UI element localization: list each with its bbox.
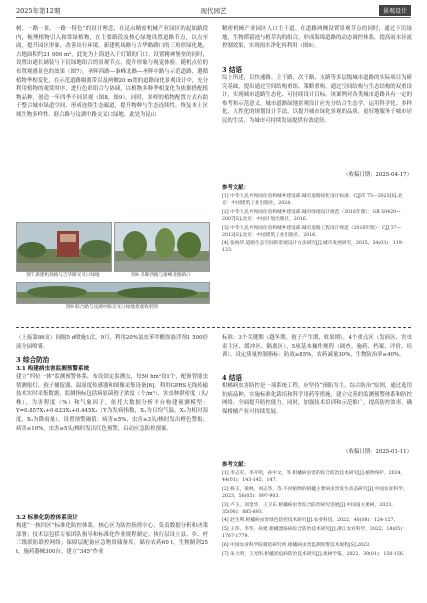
section-tag: 景观设计 (379, 5, 411, 16)
reference-item: [4] 赵生利.柑橘病虫害绿色防控技术研究[J].农业科技，2022，40(08)：124-127. (222, 518, 395, 524)
section-3-1-title: 3.1 构建病虫害监测预警系统 (16, 366, 90, 372)
section-3-1-body: 建立“四位一体”监测预警体系，布设固定监测点，每50 hm²设1个，配备智能虫情测报灯、孢子捕捉器、温湿度传感器和图像采集设备[6]。利用GPRS无线传输技术实时采集数据，监测指标包括病原菌孢子浓度（个/m³）、害虫种群密度（头/株）、为害程度（%）和气象因子。依托大数据分析平台构建预测模型：Y=0.857X₁+0.623X₂+0.445X₃（Y为发病指数，X₁为日均气温，X₂为相对湿度，X₃为降雨量）。设置预警阈值：病害≥5%，虫害≥3头/株时发出橙色警报；病害≥10%，虫害≥5头/株时发出红色预警，启动应急防控预案。 (16, 374, 208, 432)
section-3-body: 综上所述，以快速路、主干路、次干路、支路等多层级城市道路的实际项目为研究基础，提出通过空间结构重组、策略重构，通过空间结构与生态结构的双重设计，实现城市道路生态化、可持续设计目标。该案例对各类城市道路具有一定的参考和示范意义，城市道路绿地景观设计应充分结合生态学，运用科学化、多样化、人性化的规划设计手法，以提升城市绿化景观的品质，更好地服务于城市居民的生活，为城市可持续发展提供有效途径。 (222, 75, 412, 124)
section-4-title: 4 结语 (222, 374, 243, 382)
journal-issue: 2025年第12期 (16, 7, 61, 15)
section-3-title: 3 结语 (222, 66, 243, 74)
reference-list-2 (222, 470, 412, 598)
reference-item: [2] 中华人民共和国住房和城乡建设部.城市绿地设计规范（2016年版）：GB 50420—2007[S].北京：中国计划出版社，2016. (222, 209, 401, 222)
figure-7-caption: 图7 新建机场路与吉华路交叉口绿地 (26, 273, 100, 278)
reference-item: [6] 中国农业科学院柑桔研究所.柑橘病虫害监测预警技术规程[S].2023. (222, 542, 371, 548)
control-standard-paragraph: 标准：3个关键期（越冬期、孢子产生期、蛀果期），4个重点区（发病区、害虫寄主区、缓冲区、隔离区），5项基本操作规程（调查、施药、档案、评价、培训）。设定质量控制指标：防效≥85%，农药减量30%，生物防治率≥40%。 (222, 335, 412, 359)
upper-left-paragraph: 树、一路一景、一路一特色”的设计理念，在昆山精密机械产业园区的起始路段内，梳理植物引入和常绿植物，在主要路段及核心绿地设置道路节点，以点至面，提升园区形象，改善出行环境。新建机场路与吉华路路口的三角形绿化地，占地面积约21 000 m²，此处为上海进入千灯镇的门口。设置精神堡垒的同时，设置由通长铺装与下沉绿地组合的景观节点，提升形象与视觉体验，随机点位的布置观感景色的效果（图7）。圣晖西路—秦峰北路—圣晖中路与示范道路，遵循植物季相变化，在示范道路隔离带以及两侧20 m宽的道路绿化景观设计中，充分利用植物的观赏时序，进行色彩组合与协调，以植物多种季相变化为依据搭配植物品种，创造一年四季不同景观（图8，图9）。同时，多样的植物配置方式有助于整合城市绿道空间，形成连续生态廊道，提升物种与生态连续性，恢复本土区域生物多样性。联合路与汶湖中路交叉口绿地，此处为昆山 (16, 26, 208, 118)
reference-item: [2] 杨玉，梁林，刘志华，等.不同植物的柑橘主要病虫害发生动态研究[J].中国农业科学，2023，56(05)：897-903. (222, 486, 408, 499)
article-separator (16, 327, 411, 328)
reference-item: [4] 张杨华.道路生态空间的景观设计方法研究[J].城市发展研究，2015，34(03)：119-123. (222, 241, 404, 254)
received-date: （收稿日期：2025-04-17） (343, 172, 412, 178)
reference-item: [1] 李志军，李开明，孙中文，等.柑橘病虫害的综合防治技术研究[J].植物保护，2024，44(01)：143-145，147. (222, 471, 406, 484)
section-4-body: 柑橘病虫害防控是一项系统工程，应坚持“预防为主，综合防治”原则，通过选用抗病品种，实施标准化栽培和科学用药等措施，建立完善的监测预警体系和防控网络，全面提升防控能力。同时，加强技术培训和示范推广，提高防控效率，确保柑橘产业可持续发展。 (222, 383, 412, 415)
continued-paragraph: （上接第86页）间隔5 d喷施1次，9月，利用20%氯虫苯甲酰胺悬浮剂1 500倍液全园喷雾。 (16, 335, 208, 350)
figure-7-photo (16, 222, 112, 272)
reference-item: [5] 王伟，李华，孙建.柑橘溃疡病综合防治技术研究[J].浙江农业科学，2022，18(05)：1767-1779. (222, 527, 407, 540)
figure-9-caption: 图9 联合路与汶湖中路交叉口绿地景观效果图 (66, 305, 158, 310)
section-3-integrated-title: 3 综合防治 (16, 356, 50, 364)
references-title-2: 参考文献： (222, 462, 249, 468)
reference-item: [3] 卢玉，刘金华，王卫东.柑橘病虫害综合防治研究进展[J].中国南方果树，2023，35(06)：885-893. (222, 502, 396, 515)
figure-8-photo (114, 222, 210, 272)
upper-right-intro: 精密机械产业园区人口主干道。在道路两侧设置景观节点的同时，通过下沉绿地、生物滞留池与植草沟的组合，形成海绵道路的动态调控体系，提高雨水径流控制效果，实现雨水净化再利用（图9）。 (222, 26, 412, 50)
reference-list (222, 193, 412, 323)
journal-name: 现代园艺 (200, 7, 227, 15)
page-header (0, 0, 427, 22)
reference-item: [7] 朱大明，王光明.柑橘炭疽病防治技术研究[J].果树学报，2022，39(01)：150-156. (222, 551, 405, 557)
figure-9-photo (16, 282, 210, 304)
section-3-2-title: 3.2 标准化防控体系设计 (16, 515, 79, 521)
section-3-2-body: 构建“一核四区”标准化防控体系。核心区为防控指挥中心，负责数据分析和决策部署；技术层包括专家团队指导和标准化作业规程制定；执行层设立县、乡、村三级联防联控网络；保障层配备应急物资储备库，储存农药60 t，生物制剂25 t，施药器械300台。建立“345”作业 (16, 523, 208, 555)
header-rule (16, 17, 411, 18)
received-date-2: （收稿日期：2025-01-11） (343, 449, 412, 455)
references-title: 参考文献： (222, 185, 249, 191)
reference-item: [3] 中华人民共和国住房和城乡建设部.城市道路工程设计规范（2016年版）：CJJ 37—2012[S].北京：中国建筑工业出版社，2016. (222, 225, 402, 238)
figure-8-caption: 图8 圣晖西路与秦峰北路路口 (131, 273, 191, 278)
reference-item: [1] 中华人民共和国住房和城乡建设部.城市道路绿化设计标准：CJJ/T 75—2023[S].北京：中国建筑工业出版社，2024. (222, 194, 403, 207)
